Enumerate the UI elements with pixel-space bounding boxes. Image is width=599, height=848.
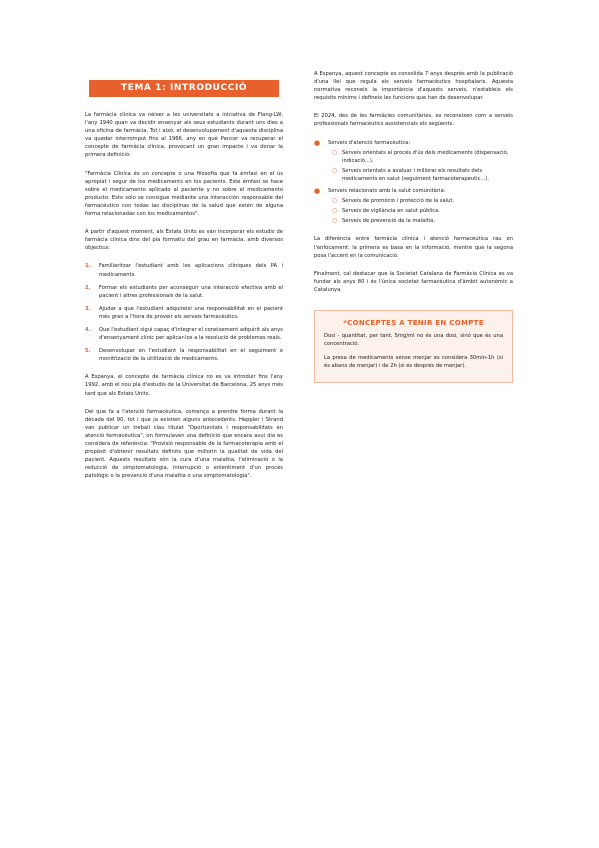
box-title: *CONCEPTES A TENIR EN COMPTE	[343, 318, 484, 327]
paragraph: A Espanya, aquest concepte es consolida 7 anys després amb la publicació d'una llei que regula els serveis farmacèutics hospitalaris. Aquesta normativa reconeix la importància d'aquests serveis, n'estableix els requisits mínims i defineix les funcions que han de desenvolupar.	[314, 71, 513, 102]
list-number: 1.	[85, 263, 91, 270]
sub-list-item-text: Serveis de prevenció de la malaltia.	[342, 218, 435, 225]
paragraph: A Espanya, el concepte de farmàcia clínica no es va introduir fins l'any 1992, amb el nou pla d'estudis de la Universitat de Barcelona, 25 anys més tard que als Estats Units.	[85, 374, 283, 397]
sub-list	[314, 197, 513, 225]
key-concepts-box	[314, 310, 513, 383]
list-item	[314, 139, 513, 183]
list-item-text: Ajudar a que l'estudiant adquireixi una responsabilitat en el pacient més gran a l'hora de proveir els serveis farmacèutics.	[99, 305, 283, 320]
sub-list-item-text: Serveis de promoció i protecció de la salut.	[342, 198, 455, 205]
list-item	[85, 284, 283, 300]
list-item-text: Serveis relacionats amb la salut comunitària:	[328, 188, 446, 195]
box-paragraph: Dosi - quantitat, per tant, 5mg/ml no és una dosi, sinó que és una concentració.	[324, 333, 503, 348]
box-paragraph: La presa de medicaments sense menjar es considera 30min-1h (si és abans de menjar) i de 2h (si és després de menjar).	[324, 355, 503, 370]
circle-bullet-icon: ○	[332, 217, 338, 225]
paragraph: El 2024, des de les farmàcies comunitàries, es reconeixen com a serveis professionals farmacèutics assistencials els següents:	[314, 113, 513, 128]
list-number: 3.	[85, 305, 91, 312]
left-column	[85, 80, 283, 490]
list-item-text: Serveis d'atenció farmacèutica:	[328, 139, 411, 146]
sub-list-item-text: Serveis orientats al procés d'ús dels medicaments (dispensació, indicació...).	[342, 149, 509, 164]
paragraph: Finalment, cal destacar que la Societat Catalana de Farmàcia Clínica es va fundar als anys 80 i és l'única societat farmacèutica d'àmbit autonòmic a Catalunya.	[314, 270, 513, 293]
list-item	[85, 305, 283, 321]
circle-bullet-icon: ○	[332, 166, 338, 174]
paragraph: La diferència entre farmàcia clínica i atenció farmacèutica rau en l'enfocament: la primera es basa en la informació, mentre que la segona posa l'accent en la comunicació.	[314, 236, 513, 259]
quote-paragraph: "Farmàcia Clínica és un concepte o una filosofia que fa èmfasi en el ús apropiat i segur de los medicaments en los pacients. Este èmfasi se hace sobre el medicamento aplicado al paciente y no sobre el medicamento producto. Esto sólo se consigue mediante una interacción responsable del farmacéutico con todas las disciplinas de la salud que estén de alguna forma relacionadas con los medicamentos".	[85, 170, 283, 218]
list-item	[85, 262, 283, 278]
bullet-icon: ●	[314, 138, 321, 147]
sub-list-item	[332, 167, 513, 183]
list-number: 5.	[85, 348, 91, 355]
circle-bullet-icon: ○	[332, 207, 338, 215]
list-item-text: Familiaritzar l'estudiant amb les aplicacions clíniques dels PA i medicaments.	[99, 263, 283, 278]
bullet-icon: ●	[314, 187, 321, 196]
services-list	[314, 139, 513, 226]
circle-bullet-icon: ○	[332, 197, 338, 205]
list-item-text: Formar els estudiants per aconseguir una interacció efectiva amb el pacient i altres professionals de la salut.	[99, 284, 283, 299]
paragraph: La farmàcia clínica va néixer a les universitats a iniciativa de Flang-LW, l'any 1940 quan va decidir ensenyar als seus estudiants durant uns dies a una oficina de farmàcia. Tot i això, el desenvolupament d'aquesta disciplina va quedar interromput fins al 1966, any en què Pancer va recuperar el concepte de farmàcia clínica, provocant un gran impacte i va donar la primera definició:	[85, 112, 283, 159]
sub-list-item	[332, 217, 513, 225]
sub-list-item-text: Serveis orientats a avaluar i millorar els resultats dels medicaments en salut (seguiment farmacoterapèutic...).	[342, 167, 490, 182]
circle-bullet-icon: ○	[332, 148, 338, 156]
paragraph: Del que fa a l'atenció farmacèutica, comença a prendre forma durant la dècada del 90, tot i que ja existien alguns antecedents. Heppler i Strand van publicar un treball clau titulat "Oportunitats i responsabilitats en atenció farmacèutica", on formulaven una definició que encara avui dia es considera de referència: "Provisió responsable de la farmacoteràpia amb el propòsit d'obtenir resultats definits que millorin la qualitat de vida del pacient. Aquests resultats són la cura d'una malaltia, l'eliminació o la reducció de simptomatologia, interrupció o enlentiment d'un procés patològic o la prevenció d'una malaltia o una simptomatologia".	[85, 408, 283, 480]
sub-list-item	[332, 149, 513, 165]
list-item	[85, 347, 283, 363]
sub-list-item	[332, 197, 513, 205]
list-item	[85, 326, 283, 342]
list-item	[314, 187, 513, 225]
sub-list	[314, 149, 513, 183]
sub-list-item-text: Serveis de vigilància en salut pública.	[342, 208, 440, 215]
sub-list-item	[332, 207, 513, 215]
list-item-text: Que l'estudiant sigui capaç d'integrar el coneixement adquirit als anys d'ensenyament clínic per aplicar-los a la resolució de problemes reals.	[99, 326, 283, 342]
paragraph: A partir d'aquest moment, als Estats Units es van incorporar els estudis de farmàcia clínica dins del pla formatiu del grau en farmàcia, amb diversos objectius:	[85, 229, 283, 252]
list-number: 4.	[85, 326, 91, 333]
page-title: TEMA 1: INTRODUCCIÓ	[89, 80, 279, 97]
list-item-text: Desenvolupar en l'estudiant la responsabilitat en el seguiment o monitització de la utilització de medicaments.	[99, 348, 283, 363]
list-number: 2.	[85, 284, 91, 291]
objectives-list	[85, 262, 283, 363]
right-column	[314, 70, 513, 383]
